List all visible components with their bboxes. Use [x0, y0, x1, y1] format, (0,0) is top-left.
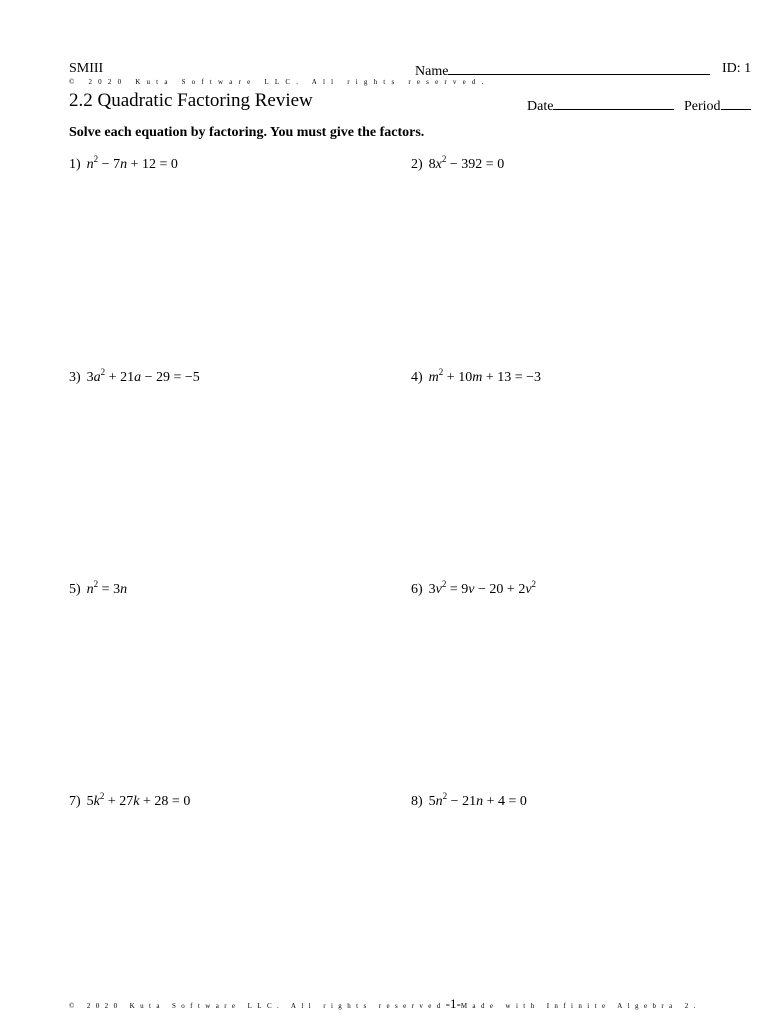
problem-4	[411, 367, 542, 386]
problem-equation: $5k^2 + 27k + 28 = 0$	[86, 791, 191, 809]
footer	[69, 996, 701, 1012]
problem-equation: $n^2 = 3n$	[86, 579, 128, 597]
worksheet-id: ID: 1	[722, 61, 752, 76]
problem-number: 4)	[411, 370, 423, 385]
problem-number: 2)	[411, 157, 423, 172]
header-copyright: © 2020 Kuta Software LLC. All rights reserved.	[69, 78, 490, 86]
problem-6	[411, 579, 537, 598]
date-label: Date	[527, 99, 554, 114]
name-label: Name	[415, 64, 449, 79]
problem-equation: $8x^2 - 392 = 0$	[428, 154, 505, 172]
problem-number: 7)	[69, 794, 81, 809]
instructions: Solve each equation by factoring. You must give the factors.	[69, 125, 425, 140]
footer-copyright: © 2020 Kuta Software LLC. All rights reserved	[69, 1002, 446, 1010]
problem-equation: $n^2 - 7n + 12 = 0$	[86, 154, 178, 172]
period-blank-line	[721, 96, 751, 110]
problem-1	[69, 154, 178, 173]
footer-made-with: Made with Infinite Algebra 2.	[460, 1002, 701, 1010]
period-label: Period	[684, 99, 721, 114]
problem-equation: $3a^2 + 21a - 29 = -5$	[86, 367, 200, 385]
problem-number: 3)	[69, 370, 81, 385]
problem-8	[411, 791, 527, 810]
date-blank-line	[553, 96, 674, 110]
problem-2	[411, 154, 505, 173]
problem-number: 1)	[69, 157, 81, 172]
problem-number: 5)	[69, 582, 81, 597]
problem-number: 6)	[411, 582, 423, 597]
problem-equation: $m^2 + 10m + 13 = -3$	[428, 367, 542, 385]
problem-number: 8)	[411, 794, 423, 809]
problem-7	[69, 791, 191, 810]
page-number: -1-	[445, 996, 461, 1011]
period-field	[684, 96, 751, 115]
problem-5	[69, 579, 128, 598]
problem-equation: $3v^2 = 9v - 20 + 2v^2$	[428, 579, 537, 597]
worksheet-title: 2.2 Quadratic Factoring Review	[69, 90, 313, 111]
problem-equation: $5n^2 - 21n + 4 = 0$	[428, 791, 527, 809]
course-name: SMIII	[69, 61, 104, 76]
name-blank-line	[448, 61, 710, 75]
date-field	[527, 96, 674, 115]
problem-3	[69, 367, 200, 386]
